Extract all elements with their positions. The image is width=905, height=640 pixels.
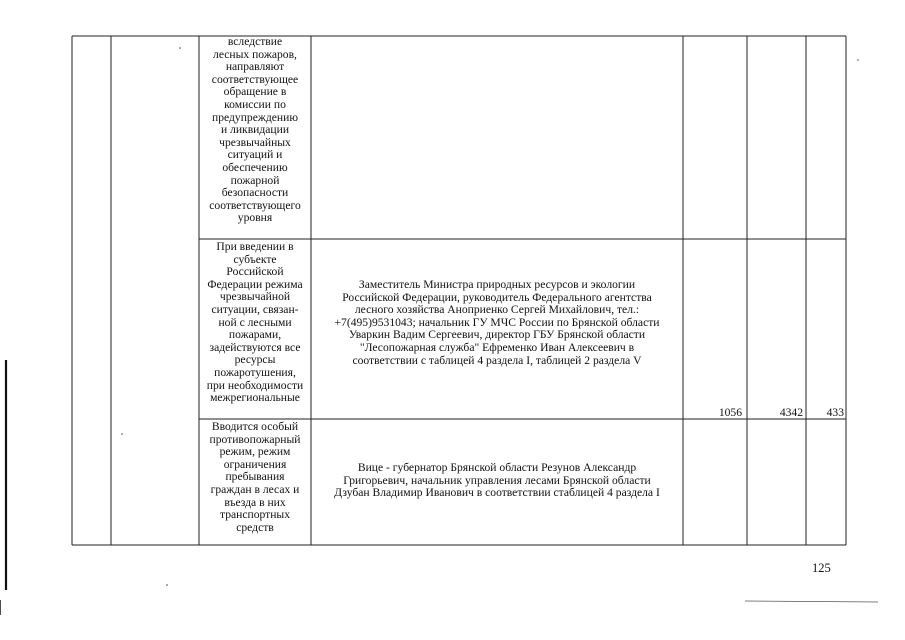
page-number: 125 — [812, 561, 831, 575]
table-cell-condition-row3: Вводится особый противопожарный режим, режим ограничения пребывания граждан в лесах и въезда в них транспортных средств — [209, 420, 301, 534]
table-cell-condition-row2: При введении в субъекте Российской Федерации режима чрезвычайной ситуации, связан- ной с лесными пожарами, задействуются все ресурсы пожаротушения, при необходимости межрегиональные — [206, 240, 304, 405]
table-cell-value1-row2: 1056 — [718, 406, 742, 419]
table-cell-responsible-row2: Заместитель Министра природных ресурсов и экологии Российской Федерации, руководитель Федерального агентства лесного хозяйства Аноприенко Сергей Михайлович, тел.: +7(495)9531043; начальник ГУ МЧС России по Брянской области Уваркин Вадим Сергеевич, директор ГБУ Брянской области "Лесопожарная служба" Ефременко Иван Алексеевич в соответствии с таблицей 4 раздела I, таблицей 2 раздела V — [334, 278, 660, 367]
table-cell-value3-row2: 433 — [826, 406, 844, 419]
table-cell-responsible-row3: Вице - губернатор Брянской области Резунов Александр Григорьевич, начальник управления лесами Брянской области Дзубан Владимир Иванович в соответствии стаблицей 4 раздела I — [334, 461, 660, 500]
table-cell-value2-row2: 4342 — [779, 406, 803, 419]
table-cell-condition-row1: вследствие лесных пожаров, направляют соответствующее обращение в комиссии по предупреждению и ликвидации чрезвычайных ситуаций и обеспечению пожарной безопасности соответствующего уровня — [209, 35, 301, 225]
